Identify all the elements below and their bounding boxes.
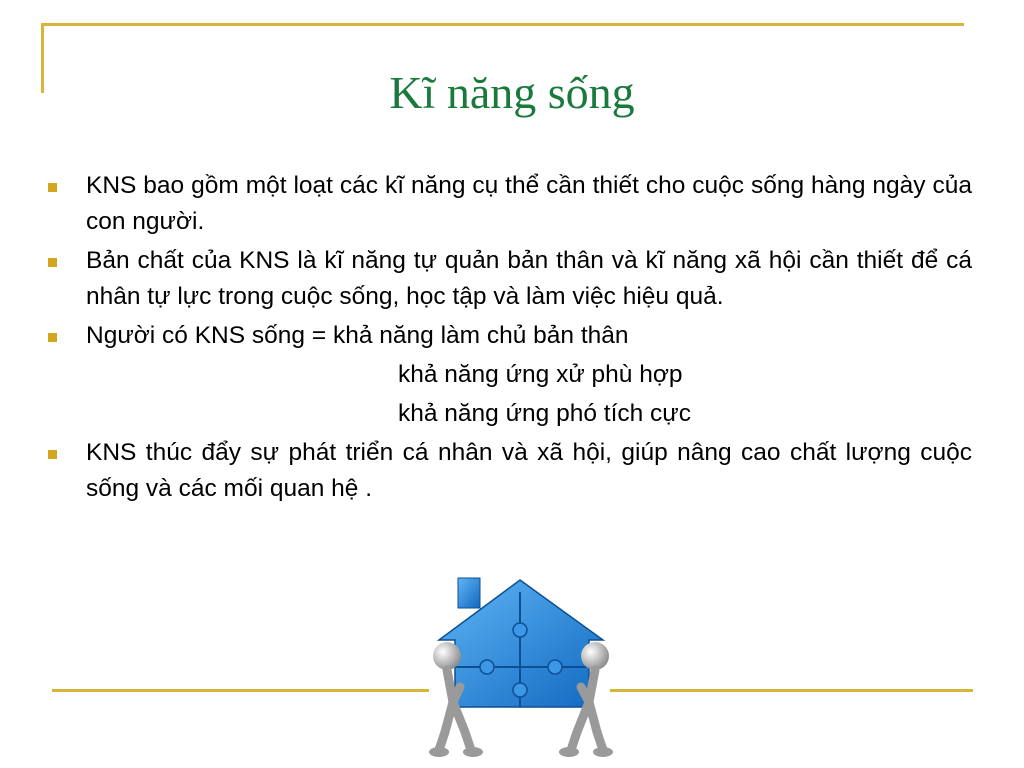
bullet-continuation: khả năng ứng phó tích cực (398, 400, 691, 427)
square-bullet-icon (48, 450, 57, 459)
frame-top-border (41, 23, 964, 26)
square-bullet-icon (48, 183, 57, 192)
bullet-list (44, 168, 972, 510)
bottom-rule-right (610, 689, 973, 692)
puzzle-house-with-figures-icon (425, 572, 615, 762)
bullet-text: KNS thúc đẩy sự phát triển cá nhân và xã hội, giúp nâng cao chất lượng cuộc sống và các mối quan hệ . (86, 439, 972, 502)
square-bullet-icon (48, 258, 57, 267)
bullet-text: Người có KNS sống = khả năng làm chủ bản thân (86, 322, 629, 349)
bullet-item (44, 168, 972, 240)
slide-title: Kĩ năng sống (389, 67, 635, 118)
bullet-text: KNS bao gồm một loạt các kĩ năng cụ thể cần thiết cho cuộc sống hàng ngày của con người. (86, 172, 972, 235)
bullet-item (44, 243, 972, 315)
bullet-item (44, 435, 972, 507)
bottom-rule-left (52, 689, 429, 692)
square-bullet-icon (48, 333, 57, 342)
bullet-continuation: khả năng ứng xử phù hợp (398, 361, 683, 388)
bullet-item (44, 318, 972, 354)
bullet-text: Bản chất của KNS là kĩ năng tự quản bản thân và kĩ năng xã hội cần thiết để cá nhân tự lực trong cuộc sống, học tập và làm việc hiệu quả. (86, 247, 972, 310)
